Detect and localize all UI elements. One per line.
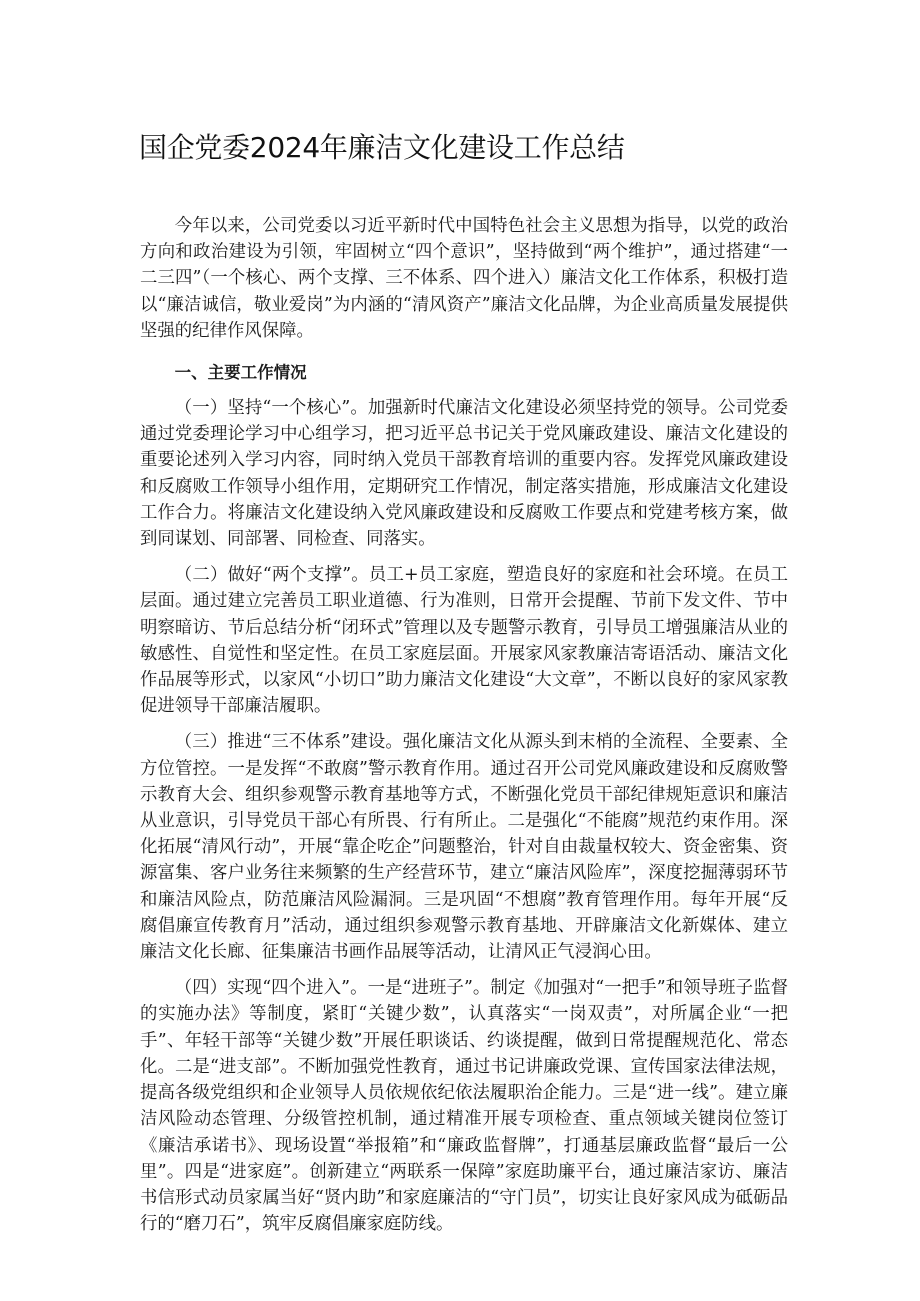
document-title: 国企党委2024年廉洁文化建设工作总结 [139,131,625,164]
document-body [140,213,788,1247]
item-paragraph-1: （一）坚持“一个核心”。加强新时代廉洁文化建设必须坚持党的领导。公司党委通过党委理论学习中心组学习，把习近平总书记关于党风廉政建设、廉洁文化建设的重要论述列入学习内容，同时纳入党员干部教育培训的重要内容。发挥党风廉政建设和反腐败工作领导小组作用，定期研究工作情况，制定落实措施，形成廉洁文化建设工作合力。将廉洁文化建设纳入党风廉政建设和反腐败工作要点和党建考核方案，做到同谋划、同部署、同检查、同落实。 [140,398,788,550]
item-paragraph-2: （二）做好“两个支撑”。员工+员工家庭，塑造良好的家庭和社会环境。在员工层面。通过建立完善员工职业道德、行为准则，日常开会提醒、节前下发文件、节中明察暗访、节后总结分析“闭环式”管理以及专题警示教育，引导员工增强廉洁从业的敏感性、自觉性和坚定性。在员工家庭层面。开展家风家教廉洁寄语活动、廉洁文化作品展等形式，以家风“小切口”助力廉洁文化建设“大文章”，不断以良好的家风家教促进领导干部廉洁履职。 [140,565,788,717]
item-paragraph-3: （三）推进“三不体系”建设。强化廉洁文化从源头到末梢的全流程、全要素、全方位管控。一是发挥“不敢腐”警示教育作用。通过召开公司党风廉政建设和反腐败警示教育大会、组织参观警示教育基地等方式，不断强化党员干部纪律规矩意识和廉洁从业意识，引导党员干部心有所畏、行有所止。二是强化“不能腐”规范约束作用。深化拓展“清风行动”，开展“靠企吃企”问题整治，针对自由裁量权较大、资金密集、资源富集、客户业务往来频繁的生产经营环节，建立“廉洁风险库”，深度挖掘薄弱环节和廉洁风险点，防范廉洁风险漏洞。三是巩固“不想腐”教育管理作用。每年开展“反腐倡廉宣传教育月”活动，通过组织参观警示教育基地、开辟廉洁文化新媒体、建立廉洁文化长廊、征集廉洁书画作品展等活动，让清风正气浸润心田。 [140,732,788,963]
section-heading: 一、主要工作情况 [174,363,307,383]
intro-paragraph: 今年以来，公司党委以习近平新时代中国特色社会主义思想为指导，以党的政治方向和政治建设为引领，牢固树立“四个意识”，坚持做到“两个维护”，通过搭建“一二三四”（一个核心、两个支撑、三不体系、四个进入）廉洁文化工作体系，积极打造以“廉洁诚信，敬业爱岗”为内涵的“清风资产”廉洁文化品牌，为企业高质量发展提供坚强的纪律作风保障。 [140,216,788,341]
item-paragraph-4: （四）实现“四个进入”。一是“进班子”。制定《加强对“一把手”和领导班子监督的实施办法》等制度，紧盯“关键少数”，认真落实“一岗双责”，对所属企业“一把手”、年轻干部等“关键少数”开展任职谈话、约谈提醒，做到日常提醒规范化、常态化。二是“进支部”。不断加强党性教育，通过书记讲廉政党课、宣传国家法律法规，提高各级党组织和企业领导人员依规依纪依法履职治企能力。三是“进一线”。建立廉洁风险动态管理、分级管控机制，通过精准开展专项检查、重点领域关键岗位签订《廉洁承诺书》、现场设置“举报箱”和“廉政监督牌”，打通基层廉政监督“最后一公里”。四是“进家庭”。创新建立“两联系一保障”家庭助廉平台，通过廉洁家访、廉洁书信形式动员家属当好“贤内助”和家庭廉洁的“守门员”，切实让良好家风成为砥砺品行的“磨刀石”，筑牢反腐倡廉家庭防线。 [140,978,788,1235]
